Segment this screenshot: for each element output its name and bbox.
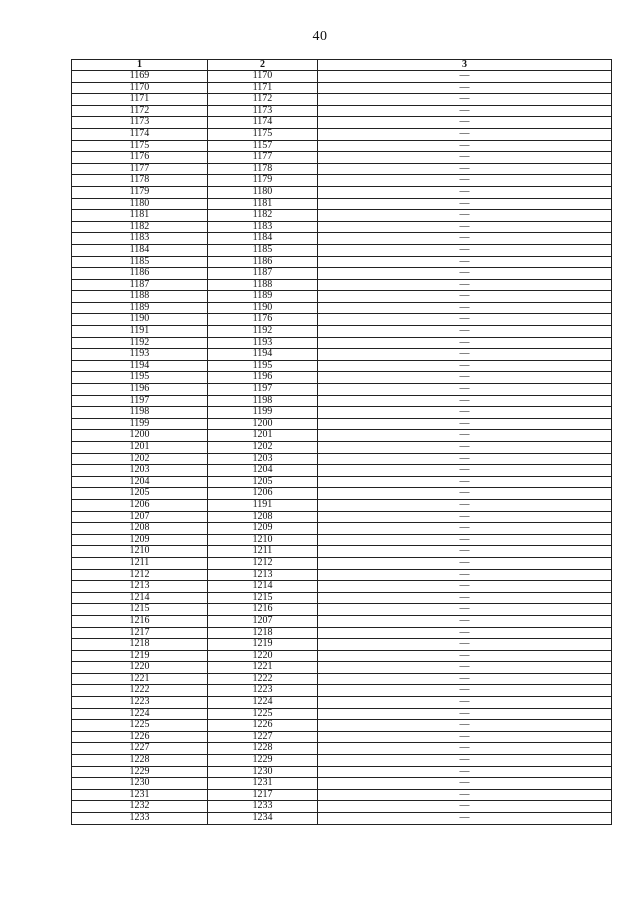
table-cell-col3: — [318,476,612,488]
table-row [72,685,612,697]
table-cell-col3: — [318,743,612,755]
table-cell-col2: 1193 [208,337,318,349]
table-row [72,349,612,361]
table-cell-col3: — [318,731,612,743]
table-row [72,673,612,685]
table-cell-col3: — [318,650,612,662]
table-cell-col3: — [318,163,612,175]
table-cell-col2: 1234 [208,813,318,825]
table-cell-col3: — [318,511,612,523]
table-cell-col2: 1233 [208,801,318,813]
table-row [72,581,612,593]
table-cell-col2: 1221 [208,662,318,674]
table-cell-col1: 1222 [72,685,208,697]
table-cell-col3: — [318,534,612,546]
table-cell-col3: — [318,105,612,117]
column-header-1: 1 [72,60,208,71]
table-cell-col1: 1226 [72,731,208,743]
table-row [72,395,612,407]
table-cell-col3: — [318,557,612,569]
table-row [72,360,612,372]
table-cell-col2: 1215 [208,592,318,604]
table-cell-col3: — [318,395,612,407]
table-cell-col3: — [318,337,612,349]
table-cell-col2: 1178 [208,163,318,175]
table-cell-col1: 1201 [72,442,208,454]
table-row [72,291,612,303]
table-cell-col3: — [318,82,612,94]
table-cell-col3: — [318,384,612,396]
table-cell-col1: 1189 [72,302,208,314]
table-cell-col1: 1210 [72,546,208,558]
table-cell-col3: — [318,302,612,314]
table-row [72,650,612,662]
table-cell-col2: 1176 [208,314,318,326]
page-number: 40 [312,29,328,44]
table-cell-col3: — [318,407,612,419]
table-cell-col1: 1186 [72,268,208,280]
table-row [72,453,612,465]
table-cell-col3: — [318,279,612,291]
table-cell-col3: — [318,175,612,187]
table-cell-col1: 1212 [72,569,208,581]
table-cell-col2: 1200 [208,418,318,430]
table-cell-col3: — [318,140,612,152]
table-cell-col2: 1230 [208,766,318,778]
table-cell-col2: 1223 [208,685,318,697]
table-cell-col2: 1207 [208,615,318,627]
table-cell-col3: — [318,778,612,790]
table-cell-col3: — [318,314,612,326]
table-cell-col3: — [318,117,612,129]
table-cell-col1: 1217 [72,627,208,639]
table-cell-col3: — [318,256,612,268]
table-cell-col1: 1175 [72,140,208,152]
table-cell-col2: 1205 [208,476,318,488]
table-cell-col2: 1213 [208,569,318,581]
table-row [72,221,612,233]
table-cell-col1: 1183 [72,233,208,245]
table-cell-col3: — [318,268,612,280]
table-cell-col2: 1214 [208,581,318,593]
table-cell-col2: 1191 [208,499,318,511]
table-cell-col1: 1179 [72,186,208,198]
table-cell-col1: 1218 [72,639,208,651]
table-row [72,534,612,546]
table-cell-col3: — [318,488,612,500]
table-cell-col2: 1226 [208,720,318,732]
table-cell-col3: — [318,186,612,198]
table-cell-col2: 1197 [208,384,318,396]
table-cell-col1: 1184 [72,244,208,256]
table-cell-col3: — [318,244,612,256]
table-cell-col1: 1228 [72,755,208,767]
table-row [72,302,612,314]
table-cell-col3: — [318,766,612,778]
table-cell-col2: 1220 [208,650,318,662]
table-cell-col1: 1195 [72,372,208,384]
table-cell-col2: 1174 [208,117,318,129]
column-header-2: 2 [208,60,318,71]
table-cell-col3: — [318,708,612,720]
table-cell-col2: 1189 [208,291,318,303]
table-row [72,569,612,581]
table-cell-col1: 1199 [72,418,208,430]
table-cell-col1: 1204 [72,476,208,488]
table-row [72,210,612,222]
table-cell-col1: 1194 [72,360,208,372]
table-cell-col1: 1196 [72,384,208,396]
table-cell-col2: 1190 [208,302,318,314]
table-cell-col1: 1209 [72,534,208,546]
table-cell-col3: — [318,94,612,106]
table-row [72,418,612,430]
table-cell-col1: 1233 [72,813,208,825]
table-cell-col3: — [318,615,612,627]
table-cell-col3: — [318,697,612,709]
table-cell-col3: — [318,418,612,430]
table-row [72,94,612,106]
table-row [72,128,612,140]
table-cell-col3: — [318,499,612,511]
table-row [72,186,612,198]
table-cell-col2: 1202 [208,442,318,454]
table-cell-col2: 1216 [208,604,318,616]
table-body [72,71,612,825]
table-row [72,604,612,616]
table-cell-col2: 1196 [208,372,318,384]
table-cell-col2: 1219 [208,639,318,651]
table-cell-col2: 1181 [208,198,318,210]
table-row [72,407,612,419]
table-cell-col2: 1186 [208,256,318,268]
table-row [72,314,612,326]
table-cell-col2: 1218 [208,627,318,639]
table-cell-col1: 1227 [72,743,208,755]
table-cell-col1: 1197 [72,395,208,407]
column-header-3: 3 [318,60,612,71]
table-cell-col1: 1200 [72,430,208,442]
table-cell-col2: 1175 [208,128,318,140]
table-cell-col2: 1199 [208,407,318,419]
table-cell-col3: — [318,360,612,372]
table-cell-col2: 1224 [208,697,318,709]
table-cell-col1: 1173 [72,117,208,129]
table-cell-col3: — [318,430,612,442]
table-cell-col2: 1180 [208,186,318,198]
table-cell-col3: — [318,210,612,222]
table-cell-col1: 1172 [72,105,208,117]
table-row [72,499,612,511]
table-cell-col1: 1192 [72,337,208,349]
table-cell-col2: 1208 [208,511,318,523]
table-cell-col1: 1171 [72,94,208,106]
table-row [72,743,612,755]
table-cell-col2: 1179 [208,175,318,187]
table-cell-col2: 1229 [208,755,318,767]
table-cell-col1: 1198 [72,407,208,419]
table-cell-col1: 1170 [72,82,208,94]
table-cell-col3: — [318,523,612,535]
table-cell-col2: 1203 [208,453,318,465]
table-cell-col3: — [318,569,612,581]
table-row [72,557,612,569]
table-cell-col2: 1170 [208,71,318,83]
table-cell-col1: 1214 [72,592,208,604]
table-row [72,488,612,500]
table-cell-col3: — [318,755,612,767]
table-cell-col1: 1182 [72,221,208,233]
table-cell-col3: — [318,221,612,233]
table-cell-col2: 1206 [208,488,318,500]
table-row [72,476,612,488]
table-cell-col3: — [318,673,612,685]
table-row [72,465,612,477]
table-cell-col2: 1209 [208,523,318,535]
table-cell-col3: — [318,685,612,697]
table-row [72,244,612,256]
table-cell-col3: — [318,291,612,303]
table-cell-col1: 1185 [72,256,208,268]
table-cell-col1: 1208 [72,523,208,535]
table-cell-col1: 1219 [72,650,208,662]
table-cell-col2: 1227 [208,731,318,743]
table-cell-col1: 1203 [72,465,208,477]
table-cell-col1: 1232 [72,801,208,813]
table-cell-col2: 1217 [208,789,318,801]
table-cell-col1: 1206 [72,499,208,511]
table-cell-col1: 1176 [72,152,208,164]
table-row [72,627,612,639]
table-cell-col2: 1157 [208,140,318,152]
table-cell-col2: 1222 [208,673,318,685]
table-row [72,175,612,187]
table-cell-col1: 1213 [72,581,208,593]
table-row [72,731,612,743]
table-cell-col2: 1194 [208,349,318,361]
table-cell-col1: 1230 [72,778,208,790]
table-row [72,337,612,349]
table-cell-col3: — [318,592,612,604]
table-row [72,755,612,767]
table-cell-col3: — [318,581,612,593]
table-cell-col2: 1204 [208,465,318,477]
table-cell-col3: — [318,465,612,477]
table-cell-col1: 1193 [72,349,208,361]
table-cell-col1: 1216 [72,615,208,627]
table-cell-col1: 1207 [72,511,208,523]
table-cell-col2: 1192 [208,326,318,338]
table-cell-col3: — [318,604,612,616]
table-row [72,71,612,83]
table-cell-col3: — [318,442,612,454]
table-cell-col2: 1184 [208,233,318,245]
table-cell-col3: — [318,233,612,245]
table-cell-col2: 1185 [208,244,318,256]
table-row [72,615,612,627]
table-row [72,326,612,338]
table-cell-col1: 1181 [72,210,208,222]
table-cell-col2: 1225 [208,708,318,720]
table-cell-col1: 1205 [72,488,208,500]
table-cell-col3: — [318,128,612,140]
table-row [72,372,612,384]
table-row [72,82,612,94]
table-cell-col1: 1187 [72,279,208,291]
table-row [72,789,612,801]
table-row [72,511,612,523]
table-cell-col1: 1223 [72,697,208,709]
table-cell-col2: 1198 [208,395,318,407]
table-cell-col1: 1169 [72,71,208,83]
table-cell-col2: 1228 [208,743,318,755]
table-row [72,546,612,558]
table-cell-col2: 1210 [208,534,318,546]
table-cell-col2: 1195 [208,360,318,372]
table-cell-col2: 1177 [208,152,318,164]
table-cell-col1: 1231 [72,789,208,801]
table-row [72,592,612,604]
table-header-row [72,60,612,71]
table-cell-col1: 1220 [72,662,208,674]
table-row [72,720,612,732]
table-row [72,639,612,651]
table-row [72,105,612,117]
table-cell-col3: — [318,326,612,338]
table-row [72,708,612,720]
table-cell-col1: 1215 [72,604,208,616]
table-row [72,198,612,210]
table-cell-col3: — [318,627,612,639]
table-cell-col1: 1202 [72,453,208,465]
table-cell-col3: — [318,349,612,361]
table-cell-col2: 1182 [208,210,318,222]
table-cell-col3: — [318,453,612,465]
table-cell-col3: — [318,198,612,210]
table-cell-col1: 1178 [72,175,208,187]
table-cell-col2: 1183 [208,221,318,233]
table-row [72,766,612,778]
table-cell-col1: 1180 [72,198,208,210]
table-cell-col3: — [318,662,612,674]
table-row [72,256,612,268]
table-cell-col3: — [318,71,612,83]
table-cell-col2: 1212 [208,557,318,569]
table-row [72,523,612,535]
table-cell-col2: 1211 [208,546,318,558]
table-cell-col2: 1231 [208,778,318,790]
table-row [72,279,612,291]
table-cell-col1: 1229 [72,766,208,778]
table-row [72,813,612,825]
table-cell-col1: 1225 [72,720,208,732]
table-cell-col3: — [318,813,612,825]
data-table [71,59,612,825]
table-cell-col1: 1177 [72,163,208,175]
table-cell-col2: 1187 [208,268,318,280]
table-row [72,152,612,164]
table-cell-col2: 1188 [208,279,318,291]
table-cell-col3: — [318,546,612,558]
table-row [72,430,612,442]
table-cell-col3: — [318,152,612,164]
table-cell-col3: — [318,801,612,813]
table-row [72,163,612,175]
table-cell-col3: — [318,372,612,384]
table-row [72,140,612,152]
table-cell-col1: 1188 [72,291,208,303]
table-cell-col2: 1172 [208,94,318,106]
table-row [72,442,612,454]
table-row [72,662,612,674]
table-cell-col2: 1171 [208,82,318,94]
table-row [72,778,612,790]
table-cell-col3: — [318,639,612,651]
table-cell-col3: — [318,720,612,732]
table-row [72,697,612,709]
table-row [72,384,612,396]
table-cell-col2: 1173 [208,105,318,117]
table-row [72,233,612,245]
table-cell-col1: 1174 [72,128,208,140]
table-cell-col1: 1224 [72,708,208,720]
table-cell-col1: 1191 [72,326,208,338]
table-cell-col1: 1190 [72,314,208,326]
table-cell-col1: 1211 [72,557,208,569]
table-cell-col1: 1221 [72,673,208,685]
table-row [72,801,612,813]
table-cell-col2: 1201 [208,430,318,442]
table-row [72,117,612,129]
table-cell-col3: — [318,789,612,801]
table-row [72,268,612,280]
